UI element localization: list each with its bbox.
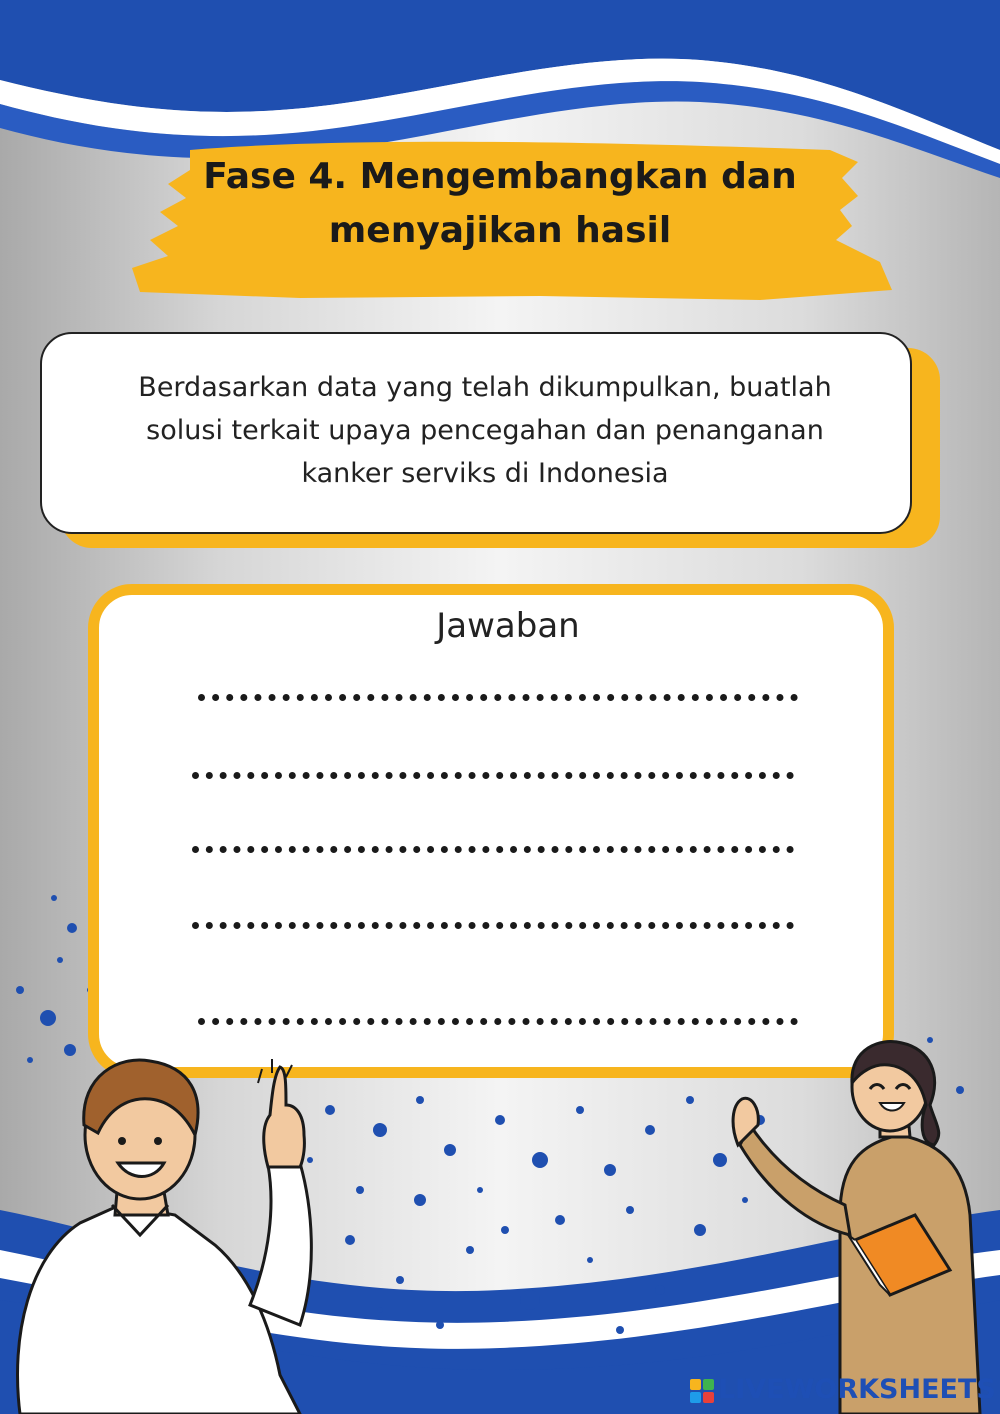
page-title [150,150,850,258]
teacher-woman-illustration [730,1035,1000,1414]
liveworksheets-logo [690,1374,996,1408]
answer-line-4[interactable] [192,922,794,929]
answer-line-3[interactable] [192,846,794,853]
answer-line-2[interactable] [192,772,794,779]
title-line-2: menyajikan hasil [328,210,672,251]
answer-label: Jawaban [436,606,580,646]
title-line-1: Fase 4. Mengembangkan dan [203,156,797,197]
prompt-line-2: solusi terkait upaya pencegahan dan penanganan [146,415,824,446]
liveworksheets-logo-icon [690,1379,714,1403]
prompt-text [100,366,870,495]
teacher-man-illustration [0,1055,330,1414]
answer-line-1[interactable] [198,694,798,701]
prompt-line-3: kanker serviks di Indonesia [301,458,669,489]
prompt-line-1: Berdasarkan data yang telah dikumpulkan, buatlah [138,372,832,403]
answer-box [88,584,894,1078]
answer-line-5[interactable] [198,1018,798,1025]
logo-text: LIVEWORKSHEETS [718,1374,996,1405]
